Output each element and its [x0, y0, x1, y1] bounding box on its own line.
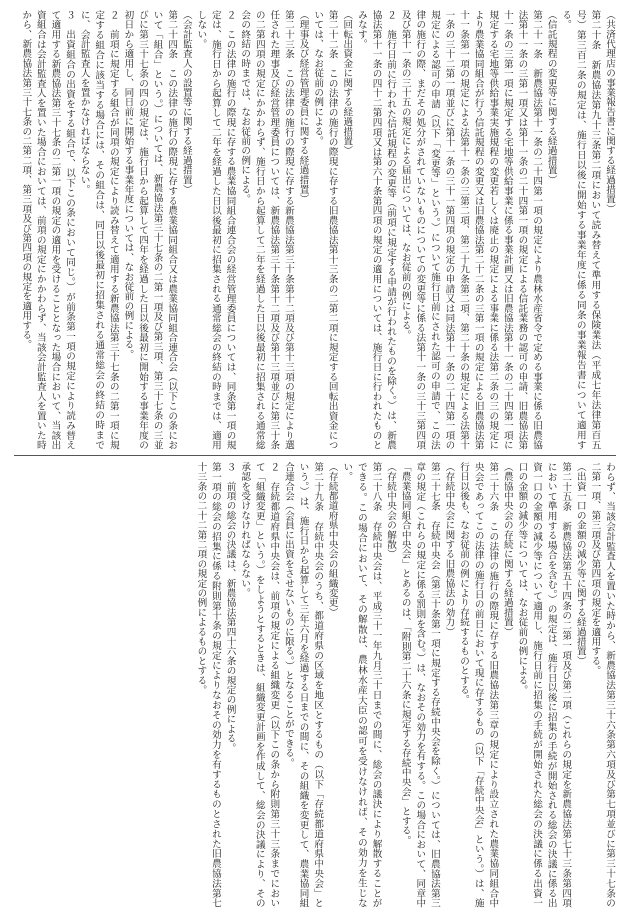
- article-29: 第二十九条 存続中央会のうち、都道府県の区域を地区とするもの（以下「存続都道府県中央会」という。）は、施行日から起算して三年六月を経過する日までの間に、その組織を変更して、農業協同組合連合会（会員に出資をさせないものに限る。）となることができる。: [282, 462, 324, 908]
- heading-central-union-survival: （農協中央会の存続に関する経過措置）: [501, 462, 513, 637]
- heading-trust-rules: （信託規程の変更等に関する経過措置）: [545, 10, 557, 185]
- heading-share-reduction: （出資一口の金額の減少等に関する経過措置）: [574, 462, 586, 666]
- heading-organizational-change: （存続都道府県中央会の組織変更）: [326, 462, 338, 618]
- article-28: 第二十八条 存続中央会は、平成三十一年九月三十日までの間に、総会の議決により解散することができる。この場合において、その解散は、農林水産大臣の認可を受けなければ、その効力を生じない。: [341, 462, 382, 908]
- heading-directors: （理事及び経営管理委員に関する経過措置）: [297, 10, 309, 204]
- article-29-para-3: ３ 前項の総会の決議は、新農協法第四十六条の規定の例による。: [224, 462, 236, 753]
- article-29-para-2: ２ 存続都道府県中央会は、前項の規定による組織変更（以下この条から附則第三十三条までにおいて「組織変更」という。）をしようとするときは、組織変更計画を作成して、総会の決議により、その承認を受けなければならない。: [239, 462, 280, 908]
- article-23: 第二十三条 この法律の施行の際現に存する新農協法第三十条第十二項及び第十三項の規定により選任された理事及び経営管理委員については、新農協法第三十条第十二項及び第十三項並びに第三十条の二第四項の規定にかかわらず、施行日から起算して二年を経過した日以後最初に招集される通常総会の終結の時までは、なお従前の例による。: [239, 10, 294, 450]
- lower-vertical-text: [14, 462, 616, 908]
- article-21-para-2: ２ 施行日前に行われた信託規程の変更等（前項に規定する申請が行われたものを除く。）は、新農協法第十一条の四十二第四項又は第六十条第四項の規定の適用については、施行日に行われたものとみなす。: [355, 10, 397, 450]
- heading-old-law-effect: （存続中央会に関する旧農協法の効力）: [443, 462, 455, 637]
- continuation-text: わらず、当該会計監査人を置いた時から、新農協法第三十六条第六項及び第七項並びに第三十七条の二第一項、第三項及び第四項の規定を適用する。: [589, 462, 615, 908]
- article-26: 第二十六条 この法律の施行の際現に存する旧農協法第三章の規定により設立された農業協同組合中央会であってこの法律の施行日の前日において現に存するもの（以下「存続中央会」という。）は、施行日以後も、なお従前の例により存続するものとする。: [458, 462, 499, 908]
- article-20: 第二十条 新農協法第九十三条第二項において読み替えて準用する保険業法（平成七年法律第百五号）第三百二条の規定は、施行日以後に開始する事業年度に係る同条の事業報告書について適用する。: [560, 10, 601, 450]
- article-24: 第二十四条 この法律の施行の際現に存する農業協同組合又は農業協同組合連合会（以下この条において「組合」という。）については、新農協法第三十七条の二第一項及び第三項、第三十七条の三並びに第三十七条の四の規定は、施行日から起算して四年を経過した日以後最初に開始する事業年度の初日から適用し、同日前に開始する事業年度については、なお従前の例による。: [122, 10, 178, 450]
- section-divider: [14, 455, 616, 456]
- upper-text-block: [14, 10, 616, 450]
- heading-revolving-fund: （回転出資金に関する経過措置）: [341, 10, 353, 156]
- heading-dissolution: （存続中央会の解散）: [385, 462, 397, 559]
- lower-text-block: [14, 462, 616, 908]
- article-21: 第二十一条 新農協法第十一条の二十四第一項の規定により農林水産省令で定める事業に係る旧農協法第十一条の三第一項又は第十一条の二十四第一項の規定による信託業務の認可の申請、旧農協法第十一条の三第一項に規定する宅地等供給事業に係る事業計画又は旧農協法第十一条の二十四第一項に規定する宅地等供給事業実施規程の変更若しくは廃止の規定による事業に係る法第二条の三の規定により農業協同組合が行う信託規程の変更又は旧農協法第二十二条の三第一項の規定による旧農協法第十一条第一項の規定による法第十一条の三第二項、第二十九条第二項、第二十条の規定による法第十一条の三十二第一項並びに第十一条の三十一第四項の規定の申請又は同法第十一条の二十四第一項の規定による認可の申請（以下「変更等」という。）について施行日前にされた認可の申請で、この法律の施行の際、まだその処分がされていないものについての変更等に係る法第十一条の三十三第四項及び第十一条の三十五の規定による届出については、なお従前の例による。: [399, 10, 543, 450]
- article-24-para-3: ３ 出資組合の出資をする組合で、以下この条において同じ。）が前条第一項の規定により読み替えて適用する新農協法第三十七条の二第一項の規定の適用を受けることとなった場合において、当該出資組合は会計監査人を置いた場合においては、前項の規定にかかわらず、当該会計監査人を置いた時から、新農協法第三十七条の二第二項、第三項及び第四項の規定を適用する。: [20, 10, 76, 450]
- article-25: 第二十五条 新農協法第五十四条の二第一項及び第二項（これらの規定を新農協法第七十三条第四項において準用する場合を含む。）の規定は、施行日以後に招集の手続が開始される総会の決議に係る出資一口の金額の減少等について適用し、施行日前に招集の手続が開始された総会の決議に係る出資一口の金額の減少等については、なお従前の例による。: [516, 462, 572, 908]
- heading-agency-report: （共済代理店の事業報告書に関する経過措置）: [604, 10, 615, 214]
- article-24-para-2: ２ 前項に規定する組合が同項の規定により読み替えて適用する新農協法第三十七条の二第一項に規定する組合に該当する場合には、その組合は、同日以後最初に招集される通常総会の終結の時までに、会計監査人を置かなければならない。: [78, 10, 119, 450]
- article-23-para-2: ２ この法律の施行の際現に存する農業協同組合連合会の経営管理委員については、同条第一項の規定は、施行日から起算して二年を経過した日以後最初に招集される通常総会の終結の時までは、適用しない。: [195, 10, 236, 450]
- article-22: 第二十二条 この法律の施行の際現に存する旧農協法第十三条の二第二項に規定する回転出資金については、なお従前の例による。: [312, 10, 338, 450]
- article-27: 第二十七条 存続中央会（第三十条第一項に規定する存続中央会を除く。）については、旧農協法第三章の規定（これらの規定に係る罰則を含む。）は、なおその効力を有する。この場合において、同章中「農業協同組合中央会」とあるのは、「附則第二十六条に規定する存続中央会」とする。: [399, 462, 440, 908]
- article-29-para-tail: 第一項の総会の招集に係る附則第十条の規定によりなおその効力を有するものとされた旧農協法第七十三条の二十二第二項の規定の例によるものとする。: [195, 462, 221, 908]
- upper-vertical-text: [14, 10, 616, 450]
- heading-auditor: （会計監査人の設置等に関する経過措置）: [180, 10, 192, 195]
